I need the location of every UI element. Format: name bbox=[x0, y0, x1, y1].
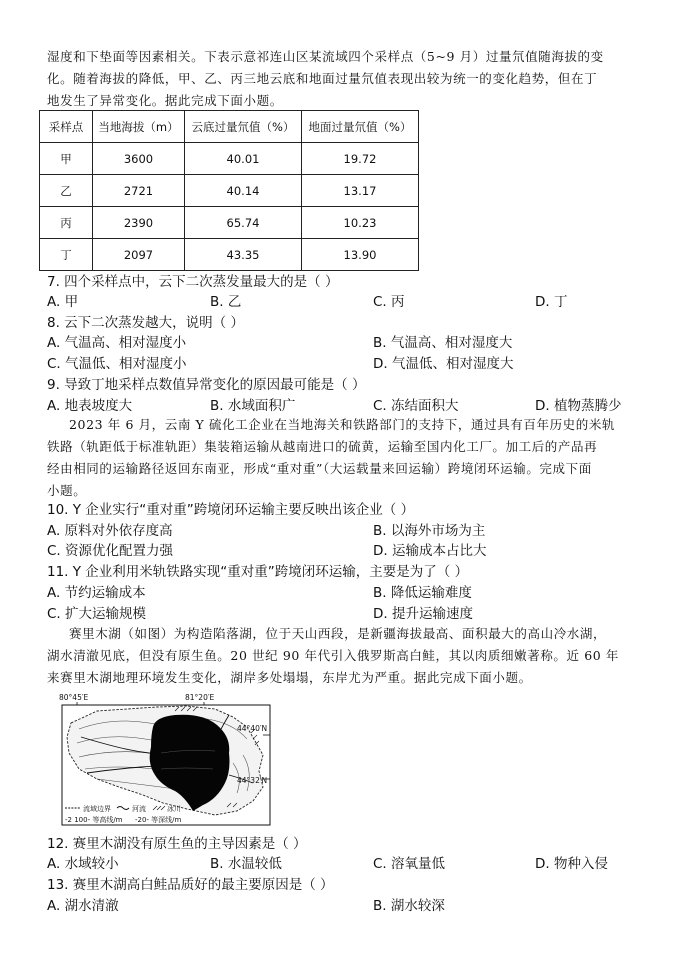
table-cell: 13.90 bbox=[302, 239, 419, 271]
option-c[interactable]: C. 溶氧量低 bbox=[373, 856, 446, 872]
option-d[interactable]: D. 物种入侵 bbox=[535, 856, 608, 872]
question-10-options-row2 bbox=[47, 541, 647, 561]
table-cell: 10.23 bbox=[302, 207, 419, 239]
table-cell: 2097 bbox=[93, 239, 185, 271]
option-b[interactable]: B. 降低运输难度 bbox=[373, 585, 472, 601]
intro2-line3: 经由相同的运输路径返回东南亚，形成“重对重”（大运载量来回运输）跨境闭环运输。完成下面 bbox=[47, 461, 592, 476]
option-c[interactable]: C. 扩大运输规模 bbox=[47, 606, 147, 622]
intro-passage-1 bbox=[47, 46, 647, 112]
table-row bbox=[40, 207, 419, 239]
table-cell: 40.14 bbox=[185, 175, 302, 207]
question-13-options bbox=[47, 896, 647, 916]
question-13-stem: 13. 赛里木湖高白鲑品质好的最主要原因是（ ） bbox=[47, 877, 334, 893]
option-a[interactable]: A. 节约运输成本 bbox=[47, 585, 146, 601]
table-cell: 甲 bbox=[40, 143, 93, 175]
legend-contour: -2 100- 等高线/m bbox=[65, 816, 123, 824]
option-b[interactable]: B. 乙 bbox=[210, 294, 242, 310]
table-cell: 43.35 bbox=[185, 239, 302, 271]
option-a[interactable]: A. 湖水清澈 bbox=[47, 898, 119, 914]
table-header: 云底过量氘值（%） bbox=[185, 111, 302, 143]
intro1-line1: 湿度和下垫面等因素相关。下表示意祁连山区某流域四个采样点（5~9 月）过量氘值随海拔的变 bbox=[47, 49, 604, 64]
intro-passage-3 bbox=[47, 623, 647, 689]
table-cell: 13.17 bbox=[302, 175, 419, 207]
table-header: 采样点 bbox=[40, 111, 93, 143]
option-d[interactable]: D. 气温低、相对湿度大 bbox=[373, 356, 514, 372]
intro2-line4: 小题。 bbox=[47, 483, 87, 498]
question-11-stem: 11. Y 企业利用米轨铁路实现“重对重”跨境闭环运输，主要是为了（ ） bbox=[47, 564, 469, 580]
option-a[interactable]: A. 气温高、相对湿度小 bbox=[47, 335, 187, 351]
question-11-options-row2 bbox=[47, 604, 647, 624]
lat-bottom-label: 44°32′N bbox=[237, 776, 268, 785]
sampling-table bbox=[39, 110, 419, 271]
question-9-options bbox=[47, 396, 647, 416]
question-12-stem: 12. 赛里木湖没有原生鱼的主导因素是（ ） bbox=[47, 836, 307, 852]
table-header-row bbox=[40, 111, 419, 143]
question-11-options-row1 bbox=[47, 583, 647, 603]
table-row bbox=[40, 239, 419, 271]
option-b[interactable]: B. 水域面积广 bbox=[210, 398, 296, 414]
option-a[interactable]: A. 水域较小 bbox=[47, 856, 119, 872]
legend-river: 河流 bbox=[132, 805, 146, 813]
table-cell: 2721 bbox=[93, 175, 185, 207]
option-b[interactable]: B. 水温较低 bbox=[210, 856, 282, 872]
option-a[interactable]: A. 地表坡度大 bbox=[47, 398, 133, 414]
table-row bbox=[40, 143, 419, 175]
question-9-stem: 9. 导致丁地采样点数值异常变化的原因最可能是（ ） bbox=[47, 377, 366, 393]
table-header: 当地海拔（m） bbox=[93, 111, 185, 143]
lat-top-label: 44°40′N bbox=[237, 724, 268, 733]
question-8-options-row2 bbox=[47, 354, 647, 374]
table-cell: 乙 bbox=[40, 175, 93, 207]
legend-basin-boundary: 流域边界 bbox=[83, 805, 111, 813]
sayram-lake-map bbox=[57, 693, 275, 828]
option-c[interactable]: C. 气温低、相对湿度小 bbox=[47, 356, 187, 372]
option-d[interactable]: D. 运输成本占比大 bbox=[373, 543, 487, 559]
table-cell: 2390 bbox=[93, 207, 185, 239]
question-8-options-row1 bbox=[47, 333, 647, 353]
table-cell: 19.72 bbox=[302, 143, 419, 175]
option-a[interactable]: A. 甲 bbox=[47, 294, 79, 310]
question-10-options-row1 bbox=[47, 521, 647, 541]
table-cell: 65.74 bbox=[185, 207, 302, 239]
intro3-line1: 赛里木湖（如图）为构造陷落湖，位于天山西段，是新疆海拔最高、面积最大的高山冷水湖， bbox=[69, 626, 607, 641]
intro2-line2: 铁路（轨距低于标准轨距）集装箱运输从越南进口的硫黄，运输至国内化工厂。加工后的产品再 bbox=[47, 439, 598, 454]
table-cell: 40.01 bbox=[185, 143, 302, 175]
table-cell: 丁 bbox=[40, 239, 93, 271]
intro1-line3: 地发生了异常变化。据此完成下面小题。 bbox=[47, 93, 283, 108]
option-b[interactable]: B. 以海外市场为主 bbox=[373, 523, 486, 539]
question-7-stem: 7. 四个采样点中，云下二次蒸发量最大的是（ ） bbox=[47, 274, 339, 290]
table-row bbox=[40, 175, 419, 207]
lon-left-label: 80°45′E bbox=[59, 693, 89, 702]
option-d[interactable]: D. 丁 bbox=[535, 294, 568, 310]
option-a[interactable]: A. 原料对外依存度高 bbox=[47, 523, 173, 539]
table-cell: 丙 bbox=[40, 207, 93, 239]
intro3-line3: 来赛里木湖地理环境发生变化，湖岸多处塌塌，东岸尤为严重。据此完成下面小题。 bbox=[47, 670, 532, 685]
option-c[interactable]: C. 冻结面积大 bbox=[373, 398, 459, 414]
legend-isobath: -20- 等深线/m bbox=[135, 816, 182, 824]
intro1-line2: 化。随着海拔的降低，甲、乙、丙三地云底和地面过量氘值表现出较为统一的变化趋势，但在丁 bbox=[47, 71, 598, 86]
intro2-line1: 2023 年 6 月，云南 Y 硫化工企业在当地海关和铁路部门的支持下，通过具有百年历史的米轨 bbox=[69, 417, 616, 432]
legend-glacier: 冰川 bbox=[167, 805, 181, 813]
question-12-options bbox=[47, 854, 647, 874]
intro-passage-2 bbox=[47, 414, 647, 502]
intro3-line2: 湖水清澈见底，但没有原生鱼。20 世纪 90 年代引入俄罗斯高白鲑，其以肉质细嫩著称。近 60 年 bbox=[47, 648, 619, 663]
table-header: 地面过量氘值（%） bbox=[302, 111, 419, 143]
question-7-options bbox=[47, 292, 647, 312]
option-c[interactable]: C. 资源优化配置力强 bbox=[47, 543, 174, 559]
option-b[interactable]: B. 湖水较深 bbox=[373, 898, 445, 914]
question-8-stem: 8. 云下二次蒸发越大，说明（ ） bbox=[47, 315, 244, 331]
table-cell: 3600 bbox=[93, 143, 185, 175]
option-c[interactable]: C. 丙 bbox=[373, 294, 405, 310]
lon-right-label: 81°20′E bbox=[185, 693, 215, 702]
option-d[interactable]: D. 植物蒸腾少 bbox=[535, 398, 622, 414]
option-b[interactable]: B. 气温高、相对湿度大 bbox=[373, 335, 513, 351]
option-d[interactable]: D. 提升运输速度 bbox=[373, 606, 473, 622]
question-10-stem: 10. Y 企业实行“重对重”跨境闭环运输主要反映出该企业（ ） bbox=[47, 502, 415, 518]
